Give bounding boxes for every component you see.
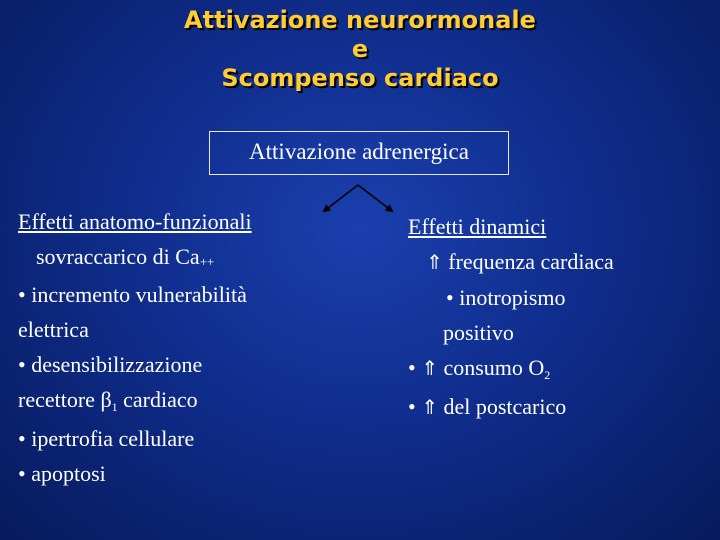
arrow-to-right: [358, 185, 392, 211]
left-item-hypertrophy: • ipertrofia cellulare: [18, 426, 195, 451]
right-item-inotropism: • inotropismo: [446, 285, 566, 310]
arrow-to-left: [324, 185, 358, 211]
left-item-receptor: [18, 382, 252, 421]
anatomic-functional-effects: [18, 204, 252, 491]
oxygen-subscript: 2: [544, 368, 551, 382]
heart-rate-text: frequenza cardiaca: [442, 249, 614, 274]
right-heading: Effetti dinamici: [408, 214, 547, 239]
left-item-desensitization: • desensibilizzazione: [18, 352, 203, 377]
right-item-inotropism-cont: positivo: [443, 320, 514, 345]
calcium-superscript: ++: [199, 254, 215, 269]
up-double-arrow-icon: ⇑: [421, 356, 438, 380]
left-heading: Effetti anatomo-funzionali: [18, 209, 252, 234]
right-item-oxygen-consumption: [408, 350, 614, 389]
title-line-2: e: [351, 35, 369, 63]
title-line-3: Scompenso cardiaco: [221, 64, 499, 92]
oxygen-text: consumo O: [437, 355, 545, 380]
dynamic-effects: [408, 209, 614, 425]
right-item-heart-rate: [408, 244, 614, 280]
beta-symbol: β: [100, 387, 112, 412]
left-item-calcium-text: sovraccarico di Ca: [36, 244, 200, 269]
afterload-text: del postcarico: [437, 394, 567, 419]
left-item-vulnerability-cont: elettrica: [18, 317, 89, 342]
receptor-prefix: recettore: [18, 387, 101, 412]
bullet: •: [408, 394, 422, 419]
bullet: •: [408, 355, 422, 380]
box-label: Attivazione adrenergica: [249, 139, 469, 164]
beta-subscript: 1: [111, 400, 118, 414]
up-double-arrow-icon: ⇑: [426, 250, 443, 274]
receptor-suffix: cardiaco: [117, 387, 198, 412]
up-double-arrow-icon: ⇑: [421, 395, 438, 419]
left-item-vulnerability: • incremento vulnerabilità: [18, 282, 247, 307]
right-item-afterload: [408, 389, 614, 425]
left-item-calcium-overload: [18, 239, 252, 277]
left-item-apoptosis: • apoptosi: [18, 461, 106, 486]
title-line-1: Attivazione neurormonale: [184, 6, 536, 34]
